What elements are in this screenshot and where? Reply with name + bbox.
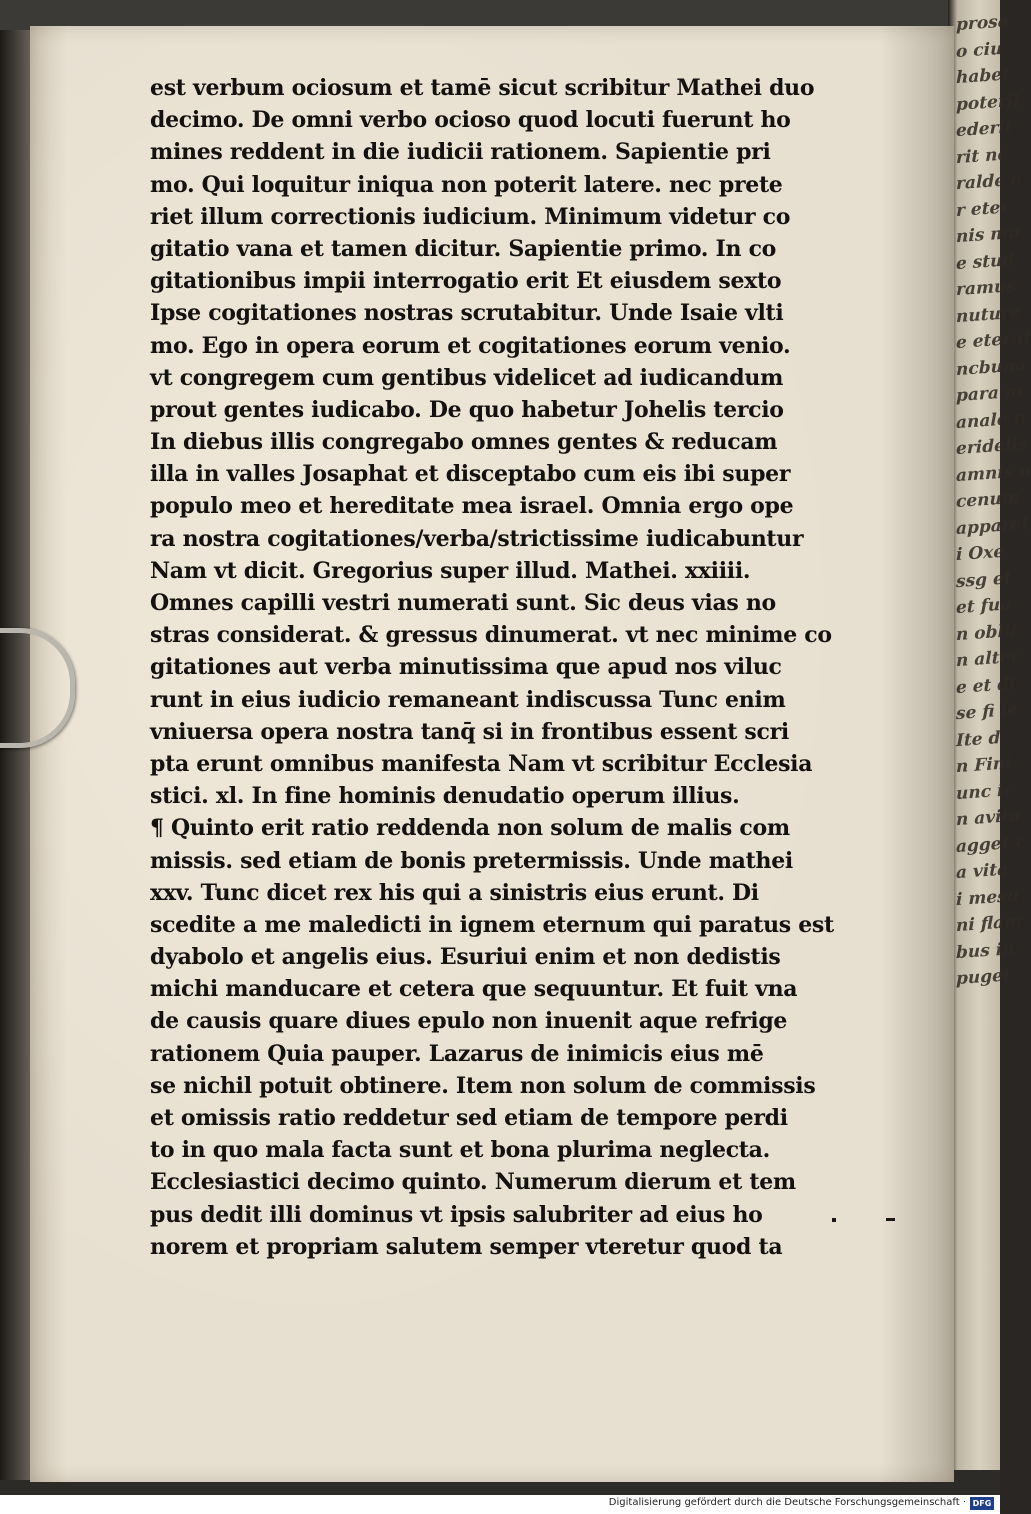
facing-text-line: n avita — [956, 805, 1021, 831]
facing-text-line: et fua — [956, 594, 1012, 619]
facing-text-line: cenum — [956, 487, 1020, 513]
text-line: populo meo et hereditate mea israel. Omnia ergo ope — [150, 493, 794, 520]
signature-mark-dot — [832, 1218, 836, 1222]
text-line: ¶ Quinto erit ratio reddenda non solum de malis com — [150, 815, 790, 842]
text-line: pus dedit illi dominus vt ipsis salubriter ad eius ho — [150, 1201, 763, 1228]
text-line: mines reddent in die iudicii rationem. Sapientie pri — [150, 139, 771, 166]
facing-text-line: r eter — [956, 196, 1010, 221]
text-line: et omissis ratio reddetur sed etiam de tempore perdi — [150, 1105, 788, 1131]
text-line: prout gentes iudicabo. De quo habetur Johelis tercio — [150, 396, 784, 423]
signature-mark-dash — [886, 1218, 895, 1221]
text-line: stras considerat. & gressus dinumerat. vt nec minime co — [150, 622, 832, 649]
text-line: Ecclesiastici decimo quinto. Numerum dierum et tem — [150, 1169, 796, 1196]
facing-text-line: nis mo — [956, 222, 1020, 248]
text-line: scedite a me maledicti in ignem eternum qui paratus est — [150, 911, 834, 938]
facing-text-line: ssg et — [956, 567, 1012, 592]
facing-text-line: eridelis — [956, 434, 1028, 460]
text-line: Omnes capilli vestri numerati sunt. Sic deus vias no — [150, 590, 776, 616]
facing-text-line: e et di — [956, 673, 1016, 698]
text-line: vniuersa opera nostra tanq̄ si in frontibus essent scri — [150, 718, 789, 745]
text-line: to in quo mala facta sunt et bona plurima neglecta. — [150, 1137, 770, 1164]
text-line: gitationibus impii interrogatio erit Et eiusdem sexto — [150, 268, 782, 295]
text-line: mo. Qui loquitur iniqua non poterit latere. nec prete — [150, 171, 783, 198]
facing-text-line: anale n — [956, 407, 1026, 433]
text-line: decimo. De omni verbo ocioso quod locuti fuerunt ho — [150, 107, 791, 134]
facing-text-line: ncbuna — [956, 354, 1027, 380]
facing-text-line: rit ne — [956, 143, 1009, 168]
text-line: pta erunt omnibus manifesta Nam vt scribitur Ecclesia — [150, 750, 813, 777]
facing-text-line: e stud — [956, 249, 1015, 274]
facing-text-line: bus in — [956, 938, 1015, 963]
facing-text-line: i Oxe — [956, 541, 1005, 566]
text-line: vt congregem cum gentibus videlicet ad iudicandum — [150, 364, 784, 391]
book-spine-edge — [0, 30, 32, 1480]
text-line: norem et propriam salutem semper vteretur quod ta — [150, 1233, 783, 1260]
facing-text-line: para m — [956, 381, 1023, 407]
facing-page-edge — [948, 0, 1031, 1470]
text-line: rationem Quia pauper. Lazarus de inimicis eius mē — [150, 1040, 764, 1067]
facing-text-line: poterit — [956, 90, 1022, 115]
signature-marks — [830, 1214, 910, 1226]
facing-text-line: n oblit — [956, 620, 1019, 645]
text-line: xxv. Tunc dicet rex his qui a sinistris eius erunt. Di — [150, 879, 759, 906]
facing-text-line: habet — [956, 64, 1010, 89]
text-line: dyabolo et angelis eius. Esuriui enim et non dedistis — [150, 944, 781, 971]
text-line: Ipse cogitationes nostras scrutabitur. Unde Isaie vlti — [150, 300, 784, 327]
facing-text-line: unc ic — [956, 779, 1014, 804]
text-line: mo. Ego in opera eorum et cogitationes eorum venio. — [150, 332, 791, 359]
facing-text-line: ralde a — [956, 169, 1023, 195]
facing-text-line: prosa — [956, 11, 1009, 36]
text-line: gitationes aut verba minutissima que apud nos viluc — [150, 654, 782, 681]
facing-text-line: amnis o — [956, 460, 1031, 486]
text-line: est verbum ociosum et tamē sicut scribitur Mathei duo — [150, 75, 815, 101]
text-line: se nichil potuit obtinere. Item non solum de commissis — [150, 1072, 816, 1099]
text-line: runt in eius iudicio remaneant indiscussa Tunc enim — [150, 686, 786, 713]
text-line: riet illum correctionis iudicium. Minimum videtur co — [150, 203, 791, 230]
dfg-logo: DFG — [970, 1497, 994, 1510]
facing-text-line: agget e — [956, 831, 1027, 857]
facing-text-line: o ciu — [956, 38, 1003, 62]
book-page — [30, 26, 954, 1482]
facing-text-line: se fi le — [956, 699, 1018, 725]
facing-text-line: pugei — [956, 965, 1010, 990]
facing-text-line: nuture — [956, 302, 1021, 327]
facing-text-line: a vita — [956, 859, 1009, 884]
facing-text-line: ni flam — [956, 911, 1023, 937]
text-line: missis. sed etiam de bonis pretermissis. Unde mathei — [150, 847, 793, 874]
page-text-block — [150, 72, 900, 1263]
text-line: de causis quare diues epulo non inuenit aque refrige — [150, 1008, 788, 1035]
facing-text-line: e eterni — [956, 327, 1030, 354]
text-line: michi manducare et cetera que sequuntur. Et fuit vna — [150, 976, 798, 1003]
text-line: Nam vt dicit. Gregorius super illud. Mathei. xxiiii. — [150, 557, 751, 584]
facing-text-line: ramus — [956, 275, 1016, 301]
text-line: illa in valles Josaphat et disceptabo cum eis ibi super — [150, 461, 791, 488]
facing-text-line: apparet — [956, 513, 1030, 539]
text-line: In diebus illis congregabo omnes gentes & reducam — [150, 429, 778, 456]
facing-text-line: i mesu — [956, 885, 1020, 910]
facing-text-line: n alter — [956, 646, 1020, 672]
facing-text-line: ederit — [956, 117, 1013, 142]
footer-credit: Digitalisierung gefördert durch die Deutsche Forschungsgemeinschaft · — [608, 1497, 966, 1508]
facing-text-line: n Fini — [956, 753, 1012, 778]
facing-page-text — [956, 8, 1031, 993]
facing-text-line: Ite d — [956, 727, 1001, 751]
text-line: ra nostra cogitationes/verba/strictissime iudicabuntur — [150, 525, 804, 552]
text-line: gitatio vana et tamen dicitur. Sapientie primo. In co — [150, 235, 777, 262]
text-line: stici. xl. In fine hominis denudatio operum illius. — [150, 783, 740, 810]
